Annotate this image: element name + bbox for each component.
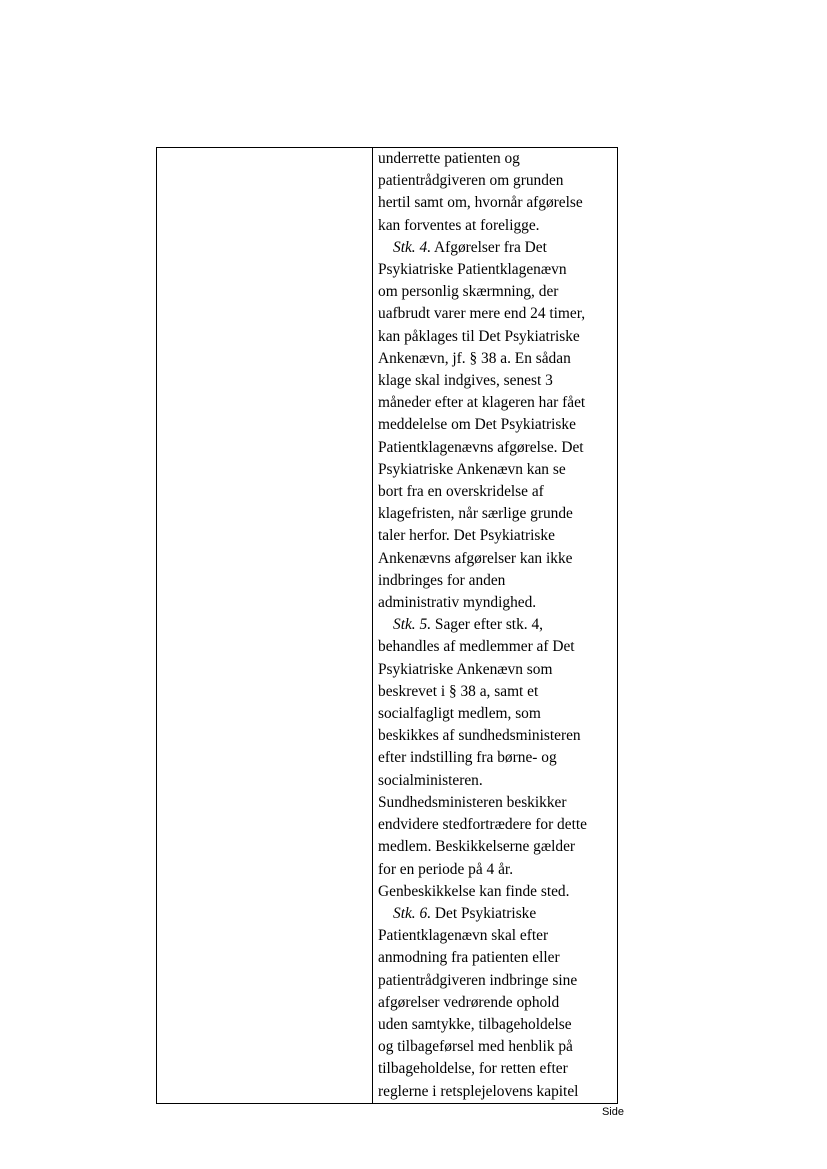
text-line (378, 392, 613, 414)
line-text: socialfagligt medlem, som (378, 705, 541, 723)
line-text: måneder efter at klageren har fået (378, 394, 586, 412)
line-text: Ankenævn, jf. § 38 a. En sådan (378, 349, 571, 367)
text-line (378, 770, 613, 792)
text-line (378, 481, 613, 503)
line-text: beskrevet i § 38 a, samt et (378, 682, 539, 700)
table-right-column (373, 148, 617, 1103)
stk-number: Stk. 6. (393, 904, 432, 922)
line-text: indbringes for anden (378, 571, 506, 589)
line-text: bort fra en overskridelse af (378, 483, 544, 501)
line-text: reglerne i retsplejelovens kapitel (378, 1082, 579, 1100)
text-line (378, 437, 613, 459)
line-text: patientrådgiveren indbringe sine (378, 971, 578, 989)
text-line (378, 747, 613, 769)
line-text: hertil samt om, hvornår afgørelse (378, 194, 583, 212)
paragraph-start-line (378, 614, 613, 636)
line-text: kan forventes at foreligge. (378, 216, 540, 234)
text-line (378, 259, 613, 281)
text-line (378, 681, 613, 703)
text-line (378, 970, 613, 992)
text-line (378, 548, 613, 570)
line-text: tilbageholdelse, for retten efter (378, 1060, 568, 1078)
line-text: anmodning fra patienten eller (378, 949, 560, 967)
text-line (378, 303, 613, 325)
line-text: og tilbageførsel med henblik på (378, 1038, 573, 1056)
text-line (378, 459, 613, 481)
line-text: underrette patienten og (378, 150, 520, 167)
text-line (378, 1058, 613, 1080)
text-line (378, 170, 613, 192)
line-text: endvidere stedfortrædere for dette (378, 816, 587, 834)
text-line (378, 192, 613, 214)
text-line (378, 148, 613, 170)
line-text: Patientklagenævn skal efter (378, 927, 549, 945)
text-line (378, 925, 613, 947)
text-line (378, 836, 613, 858)
line-text: Psykiatriske Ankenævn kan se (378, 460, 566, 478)
text-line (378, 881, 613, 903)
text-line (378, 281, 613, 303)
text-line (378, 814, 613, 836)
line-text: Psykiatriske Ankenævn som (378, 660, 553, 678)
line-text: Sundhedsministeren beskikker (378, 793, 567, 811)
paragraph-start-line (378, 903, 613, 925)
line-text: behandles af medlemmer af Det (378, 638, 575, 656)
text-line (378, 503, 613, 525)
stk-number: Stk. 4. (393, 238, 432, 256)
line-text: klage skal indgives, senest 3 (378, 372, 553, 390)
line-text: efter indstilling fra børne- og (378, 749, 557, 767)
page-footer-label: Side (601, 1106, 624, 1118)
text-line (378, 1081, 613, 1103)
text-line (378, 1036, 613, 1058)
line-text: beskikkes af sundhedsministeren (378, 727, 581, 745)
line-text: Ankenævns afgørelser kan ikke (378, 549, 573, 567)
line-text: uden samtykke, tilbageholdelse (378, 1015, 572, 1033)
line-text: om personlig skærmning, der (378, 283, 559, 301)
line-text: socialministeren. (378, 771, 483, 789)
text-line (378, 1014, 613, 1036)
line-text: Sager efter stk. 4, (431, 616, 544, 634)
line-text: patientrådgiveren om grunden (378, 172, 564, 190)
text-line (378, 326, 613, 348)
line-text: taler herfor. Det Psykiatriske (378, 527, 555, 545)
document-table (156, 147, 618, 1104)
text-line (378, 947, 613, 969)
text-line (378, 414, 613, 436)
text-line (378, 570, 613, 592)
line-text: Genbeskikkelse kan finde sted. (378, 882, 570, 900)
line-text: uafbrudt varer mere end 24 timer, (378, 305, 586, 323)
text-line (378, 992, 613, 1014)
text-line (378, 859, 613, 881)
line-text: meddelelse om Det Psykiatriske (378, 416, 576, 434)
text-line (378, 370, 613, 392)
line-text: klagefristen, når særlige grunde (378, 505, 573, 523)
paragraph-start-line (378, 237, 613, 259)
line-text: afgørelser vedrørende ophold (378, 993, 560, 1011)
text-line (378, 592, 613, 614)
table-left-column (157, 148, 373, 1103)
text-line (378, 348, 613, 370)
text-line (378, 792, 613, 814)
text-line (378, 636, 613, 658)
line-text: Psykiatriske Patientklagenævn (378, 261, 567, 279)
line-text: kan påklages til Det Psykiatriske (378, 327, 580, 345)
text-line (378, 215, 613, 237)
text-line (378, 725, 613, 747)
line-text: administrativ myndighed. (378, 594, 537, 612)
line-text: Det Psykiatriske (431, 904, 537, 922)
line-text: for en periode på 4 år. (378, 860, 514, 878)
line-text: medlem. Beskikkelserne gælder (378, 838, 576, 856)
text-line (378, 525, 613, 547)
line-text: Patientklagenævns afgørelse. Det (378, 438, 584, 456)
stk-number: Stk. 5. (393, 616, 432, 634)
text-line (378, 659, 613, 681)
text-line (378, 703, 613, 725)
line-text: Afgørelser fra Det (431, 238, 547, 256)
